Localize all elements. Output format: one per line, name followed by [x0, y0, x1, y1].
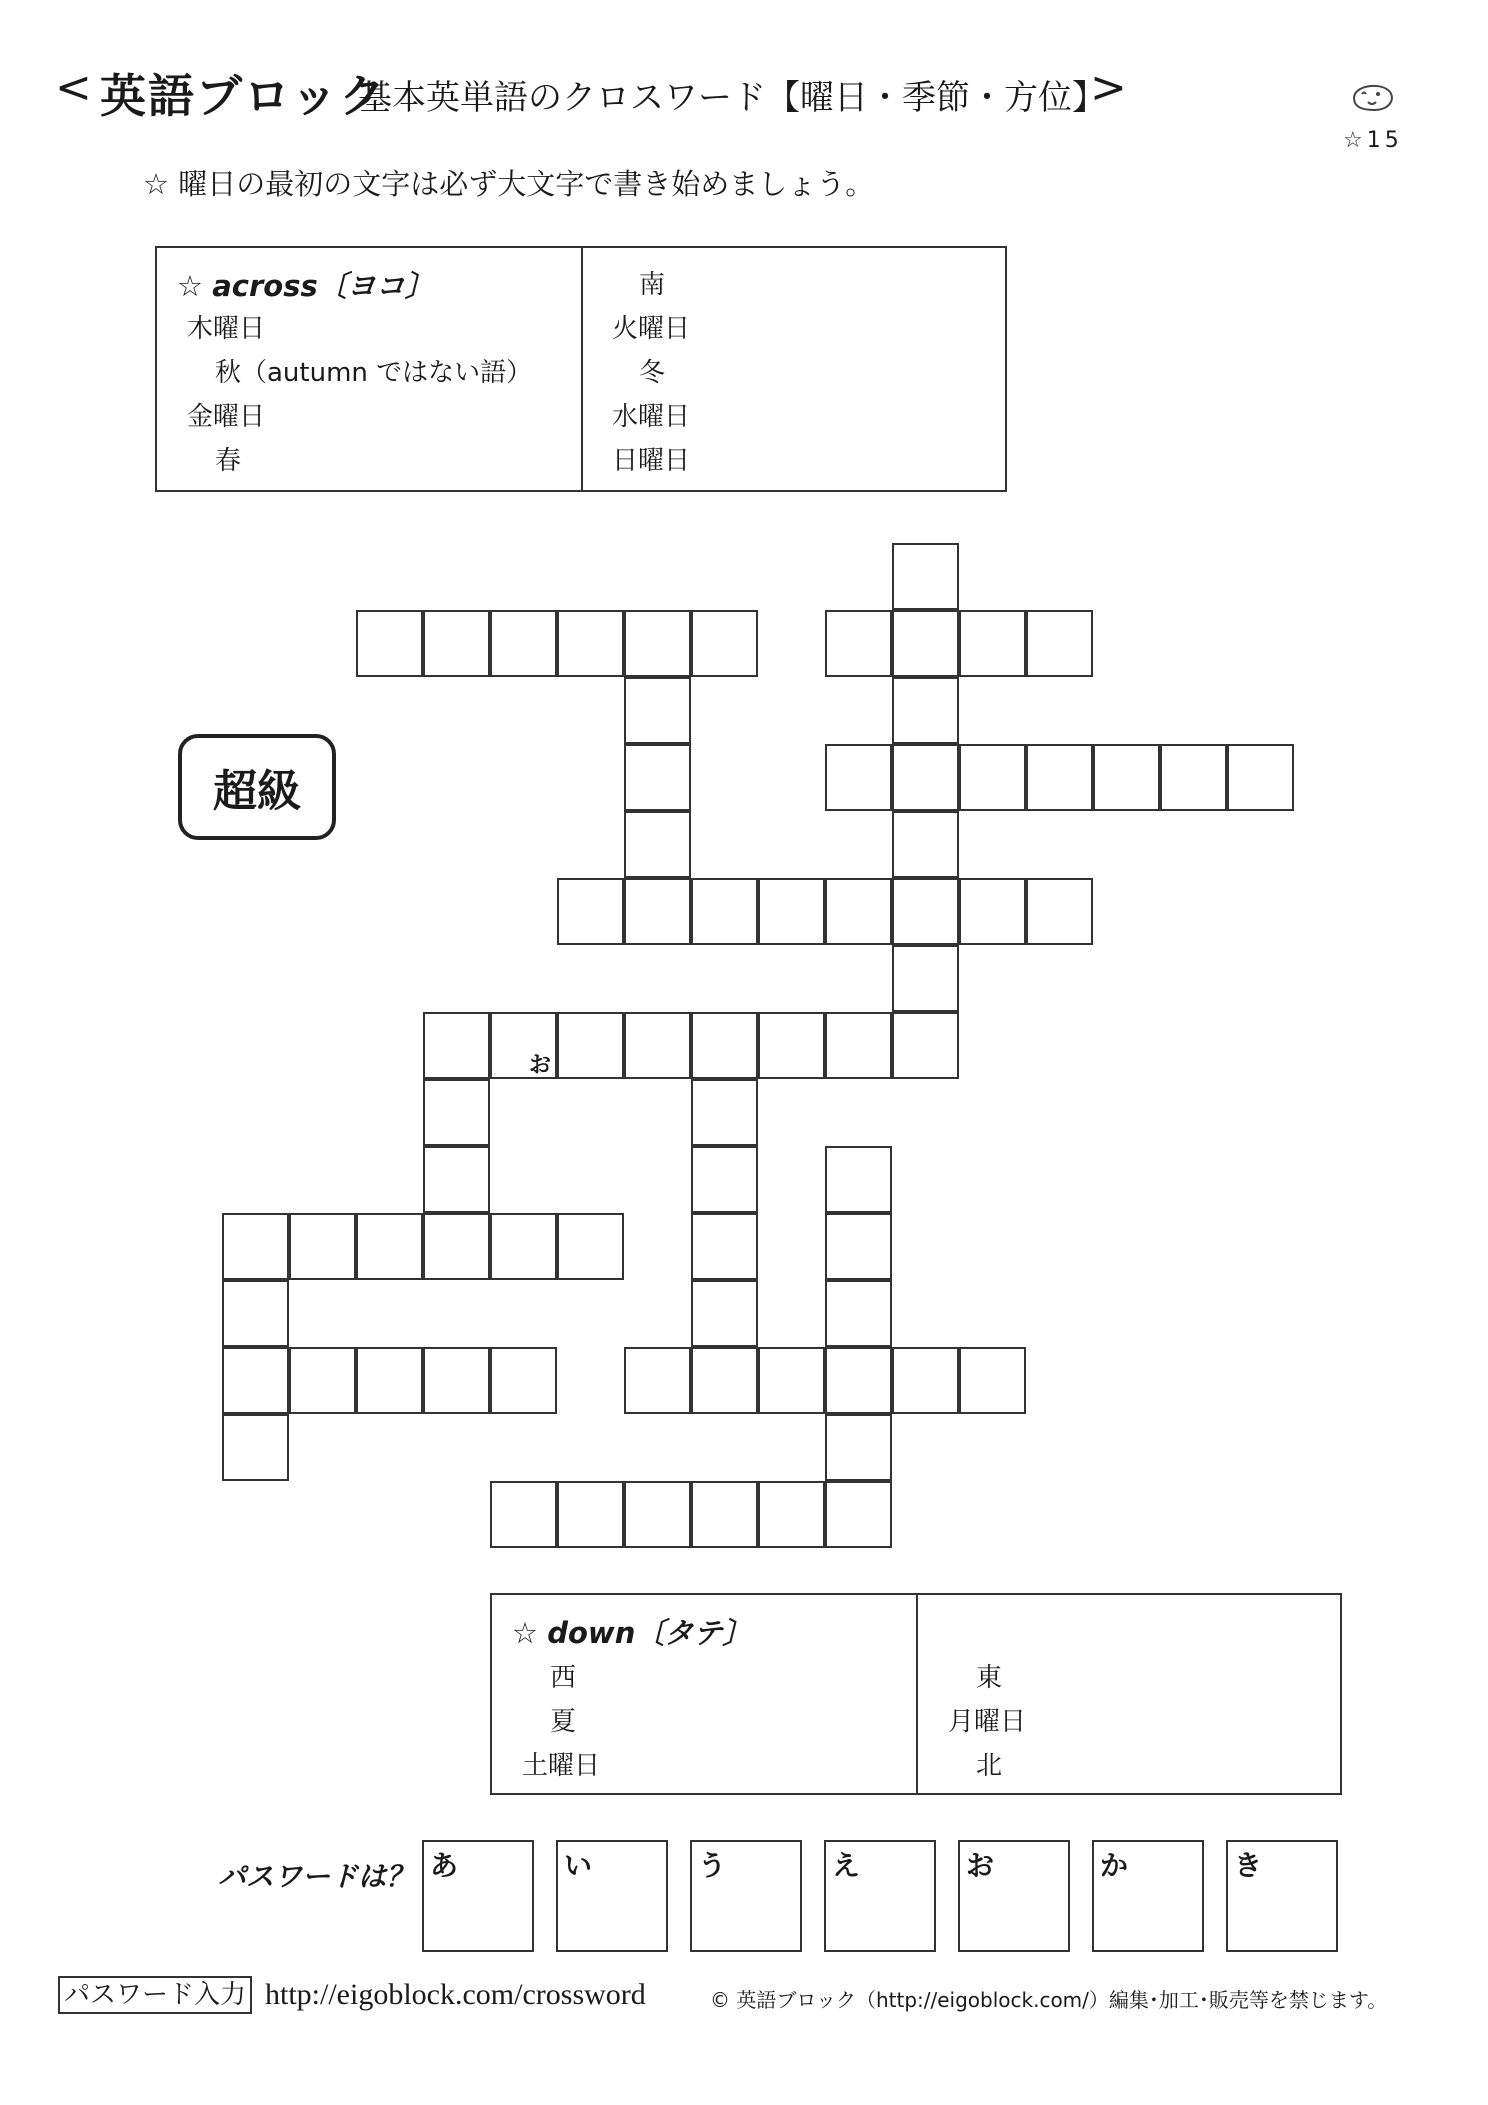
crossword-cell[interactable]: [1093, 744, 1160, 811]
down-clue: 月曜日: [948, 1707, 1027, 1737]
across-clue: 春: [215, 446, 242, 476]
crossword-cell[interactable]: [624, 878, 691, 945]
crossword-cell[interactable]: [758, 878, 825, 945]
crossword-cell[interactable]: [1160, 744, 1227, 811]
crossword-cell[interactable]: [825, 744, 892, 811]
password-letter: あ: [430, 1849, 459, 1882]
crossword-cell[interactable]: [624, 610, 691, 677]
crossword-cell[interactable]: [825, 1146, 892, 1213]
crossword-cell[interactable]: [691, 878, 758, 945]
crossword-cell[interactable]: [222, 1213, 289, 1280]
crossword-cell[interactable]: [691, 1213, 758, 1280]
bracket-close: >: [1090, 62, 1127, 113]
crossword-cell[interactable]: [423, 1079, 490, 1146]
password-box[interactable]: [1226, 1840, 1338, 1952]
crossword-cell[interactable]: [691, 1146, 758, 1213]
brand-logo: 英語ブロック: [100, 69, 388, 123]
across-clue: 冬: [639, 358, 666, 388]
crossword-cell[interactable]: [691, 1079, 758, 1146]
crossword-cell[interactable]: [691, 1481, 758, 1548]
crossword-cell[interactable]: [758, 1012, 825, 1079]
across-clue: 火曜日: [612, 314, 691, 344]
crossword-cell[interactable]: [892, 744, 959, 811]
face-icon: [1348, 80, 1396, 114]
crossword-cell[interactable]: [490, 1347, 557, 1414]
crossword-cell[interactable]: [624, 1012, 691, 1079]
crossword-cell[interactable]: [356, 1213, 423, 1280]
crossword-cell[interactable]: [825, 1213, 892, 1280]
crossword-cell[interactable]: [959, 610, 1026, 677]
crossword-cell[interactable]: [423, 610, 490, 677]
crossword-cell[interactable]: [959, 878, 1026, 945]
bracket-open: <: [55, 62, 92, 113]
crossword-cell[interactable]: [892, 811, 959, 878]
across-clue: 金曜日: [187, 402, 266, 432]
page-title: 基本英単語のクロスワード【曜日・季節・方位】: [358, 78, 1106, 118]
crossword-cell[interactable]: [758, 1481, 825, 1548]
clue-divider: [916, 1595, 918, 1793]
crossword-cell[interactable]: [825, 878, 892, 945]
crossword-cell[interactable]: [959, 1347, 1026, 1414]
crossword-cell[interactable]: [1026, 744, 1093, 811]
password-box[interactable]: [958, 1840, 1070, 1952]
password-label: パスワードは？: [218, 1860, 415, 1893]
crossword-cell[interactable]: [557, 1481, 624, 1548]
crossword-cell[interactable]: [490, 1213, 557, 1280]
down-clue: 土曜日: [522, 1751, 601, 1781]
crossword-cell[interactable]: [825, 1481, 892, 1548]
across-heading-ja: 〔ヨコ〕: [317, 269, 434, 303]
password-box[interactable]: [824, 1840, 936, 1952]
down-heading-en: down: [547, 1616, 636, 1650]
across-clue: 南: [639, 270, 666, 300]
down-clue: 北: [976, 1751, 1003, 1781]
down-clue: 西: [550, 1663, 577, 1693]
down-clue: 夏: [550, 1707, 577, 1737]
crossword-cell[interactable]: [222, 1347, 289, 1414]
crossword-cell[interactable]: [892, 945, 959, 1012]
crossword-cell[interactable]: [423, 1146, 490, 1213]
password-box[interactable]: [1092, 1840, 1204, 1952]
difficulty-badge: 超級: [178, 734, 336, 840]
crossword-cell[interactable]: [892, 1012, 959, 1079]
password-box[interactable]: [690, 1840, 802, 1952]
crossword-cell[interactable]: [490, 1481, 557, 1548]
password-letter: い: [564, 1849, 593, 1882]
clue-divider: [581, 248, 583, 490]
crossword-cell[interactable]: [490, 1012, 557, 1079]
password-entry-button[interactable]: パスワード入力: [58, 1976, 252, 2014]
crossword-cell[interactable]: [825, 1280, 892, 1347]
crossword-cell[interactable]: [959, 744, 1026, 811]
crossword-cell[interactable]: [624, 811, 691, 878]
across-heading: [177, 264, 434, 305]
crossword-cell[interactable]: [423, 1347, 490, 1414]
password-box[interactable]: [556, 1840, 668, 1952]
crossword-cell[interactable]: [892, 878, 959, 945]
across-clue-box: [155, 246, 1007, 492]
crossword-cell[interactable]: [892, 1347, 959, 1414]
crossword-cell[interactable]: [691, 1280, 758, 1347]
down-clue-box: [490, 1593, 1342, 1795]
down-heading-ja: 〔タテ〕: [635, 1616, 752, 1650]
crossword-cell[interactable]: [624, 677, 691, 744]
crossword-cell[interactable]: [691, 1012, 758, 1079]
crossword-cell[interactable]: [825, 1414, 892, 1481]
password-letter: お: [966, 1849, 995, 1882]
password-letter: き: [1234, 1849, 1263, 1882]
crossword-cell[interactable]: [289, 1213, 356, 1280]
crossword-cell[interactable]: [691, 1347, 758, 1414]
crossword-cell[interactable]: [1227, 744, 1294, 811]
crossword-cell[interactable]: [490, 610, 557, 677]
copyright-text: © 英語ブロック（http://eigoblock.com/）編集･加工･販売等を禁じます。: [710, 1988, 1388, 2012]
across-clue: 木曜日: [187, 314, 266, 344]
password-url-link[interactable]: http://eigoblock.com/crossword: [265, 1978, 646, 2011]
crossword-cell[interactable]: [624, 1347, 691, 1414]
across-clue: 日曜日: [612, 446, 691, 476]
crossword-cell[interactable]: [892, 543, 959, 610]
crossword-cell[interactable]: [825, 1012, 892, 1079]
cell-label: お: [528, 1053, 551, 1078]
crossword-cell[interactable]: [557, 1012, 624, 1079]
crossword-cell[interactable]: [1026, 610, 1093, 677]
crossword-cell[interactable]: [624, 744, 691, 811]
crossword-cell[interactable]: [624, 1481, 691, 1548]
crossword-cell[interactable]: [356, 610, 423, 677]
crossword-cell[interactable]: [758, 1347, 825, 1414]
crossword-cell[interactable]: [356, 1347, 423, 1414]
crossword-cell[interactable]: [222, 1414, 289, 1481]
crossword-cell[interactable]: [289, 1347, 356, 1414]
crossword-cell[interactable]: [222, 1280, 289, 1347]
across-clue: 水曜日: [612, 402, 691, 432]
star-icon: ☆: [177, 269, 203, 303]
star-icon: ☆: [512, 1616, 538, 1650]
across-heading-en: across: [212, 269, 318, 303]
crossword-cell[interactable]: [557, 878, 624, 945]
crossword-cell[interactable]: [423, 1213, 490, 1280]
crossword-cell[interactable]: [557, 610, 624, 677]
level-indicator: ☆15: [1343, 128, 1403, 153]
crossword-cell[interactable]: [892, 677, 959, 744]
password-letter: う: [698, 1849, 727, 1882]
instruction-note: ☆ 曜日の最初の文字は必ず大文字で書き始めましょう。: [143, 167, 875, 201]
across-clue: 秋（autumn ではない語）: [215, 358, 533, 388]
crossword-cell[interactable]: [1026, 878, 1093, 945]
crossword-cell[interactable]: [691, 610, 758, 677]
crossword-cell[interactable]: [423, 1012, 490, 1079]
down-heading: [512, 1611, 751, 1652]
password-box[interactable]: [422, 1840, 534, 1952]
password-letter: か: [1100, 1849, 1129, 1882]
crossword-cell[interactable]: [825, 610, 892, 677]
password-letter: え: [832, 1849, 861, 1882]
crossword-cell[interactable]: [557, 1213, 624, 1280]
crossword-cell[interactable]: [892, 610, 959, 677]
crossword-cell[interactable]: [825, 1347, 892, 1414]
down-clue: 東: [976, 1663, 1003, 1693]
